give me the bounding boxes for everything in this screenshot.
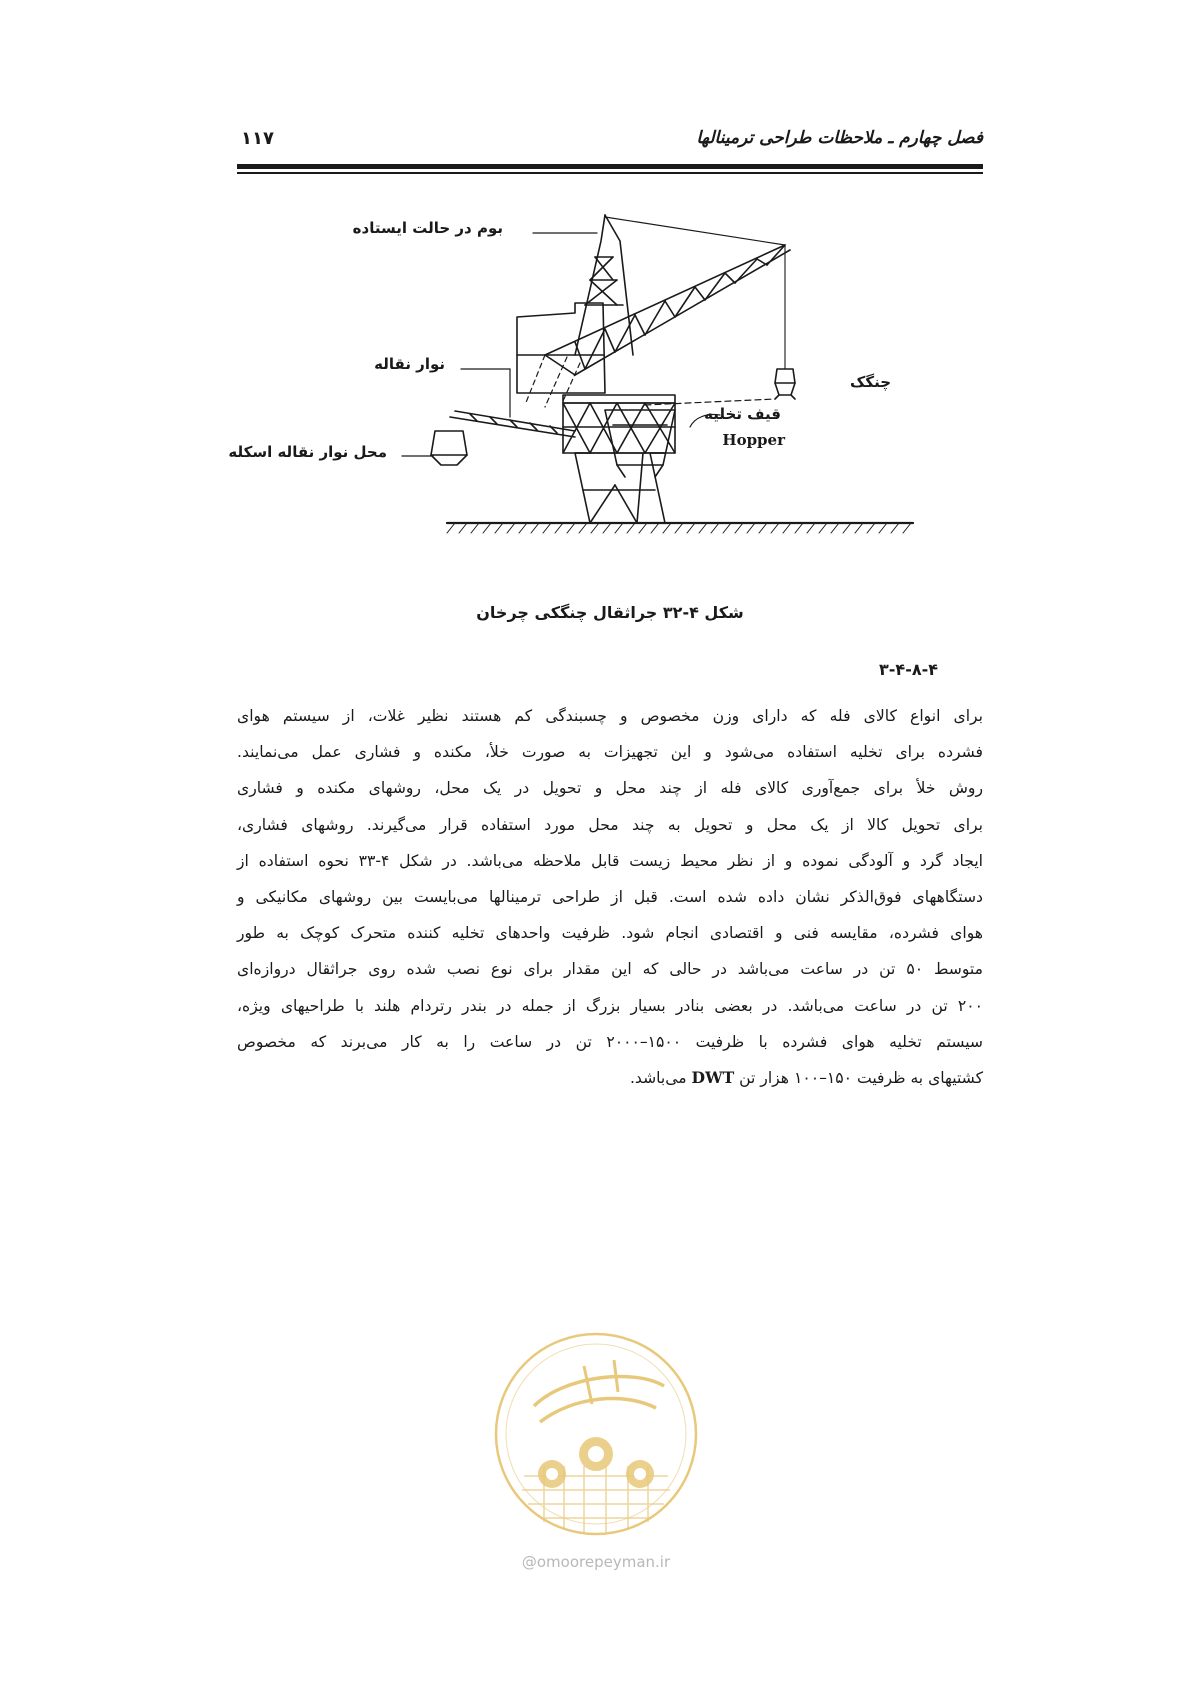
crane-drawing bbox=[245, 205, 985, 595]
paragraph-line: روش خلأ برای جمع‌آوری کالای فله از چند محل و تحویل در یک محل، روشهای مکنده و فشاری bbox=[237, 779, 983, 798]
page-number: ۱۱۷ bbox=[241, 128, 274, 149]
dwt-term: DWT bbox=[691, 1068, 735, 1088]
paragraph-line: برای تحویل کالا از یک محل و تحویل به چند محل مورد استفاده قرار می‌گیرند. روشهای فشاری، bbox=[237, 815, 983, 834]
label-grab: چنگک bbox=[849, 373, 891, 391]
paragraph-line: سیستم تخلیه هوای فشرده با ظرفیت ۱۵۰۰–۲۰۰۰ تن در ساعت را به کار می‌برند که مخصوص bbox=[237, 1032, 983, 1051]
crane-figure bbox=[228, 205, 985, 595]
paragraph-line: متوسط ۵۰ تن در ساعت می‌باشد در حالی که این مقدار برای نوع نصب شده روی جراثقال دروازه‌ای bbox=[237, 960, 983, 979]
header-rule-thick bbox=[237, 164, 983, 169]
label-hopper-fa: قیف تخلیه bbox=[704, 405, 781, 423]
paragraph-line: دستگاههای فوق‌الذکر نشان داده شده است. قبل از طراحی ترمینالها می‌بایست بین روشهای مکانیکی و bbox=[237, 888, 983, 907]
paragraph-line: هوای فشرده، مقایسه فنی و اقتصادی انجام شود. ظرفیت واحدهای تخلیه کننده متحرک کوچک به طور bbox=[237, 924, 983, 943]
paragraph-line: برای انواع کالای فله که دارای وزن مخصوص و چسبندگی کم هستند نظیر غلات، از سیستم هوای bbox=[237, 707, 983, 725]
label-boom-upright: بوم در حالت ایستاده bbox=[352, 219, 503, 237]
section-number: ۳-۴-۸-۴ bbox=[879, 660, 938, 679]
watermark-logo bbox=[494, 1326, 698, 1576]
figure-caption: شکل ۴-۳۲ جراثقال چنگکی چرخان bbox=[476, 603, 744, 622]
chapter-title: فصل چهارم ـ ملاحظات طراحی ترمینالها bbox=[696, 128, 983, 148]
body-paragraph bbox=[237, 698, 983, 1096]
last-line-text-b: می‌باشد. bbox=[629, 1069, 692, 1088]
paragraph-last-line bbox=[237, 1060, 983, 1096]
label-hopper-en: Hopper bbox=[722, 431, 785, 449]
label-jetty-conveyor: محل نوار نقاله اسکله bbox=[228, 443, 387, 461]
page-header bbox=[237, 128, 983, 158]
last-line-text-a: کشتیهای به ظرفیت ۱۵۰–۱۰۰ هزار تن bbox=[734, 1069, 983, 1088]
header-rule-thin bbox=[237, 172, 983, 174]
paragraph-line: ۲۰۰ تن در ساعت می‌باشد. در بعضی بنادر بسیار بزرگ از جمله در بندر رتردام هلند با طراحیهای ویژه، bbox=[237, 996, 983, 1015]
paragraph-line: فشرده برای تخلیه استفاده می‌شود و این تجهیزات به صورت خلأ، مکنده و فشاری عمل می‌نمایند. bbox=[237, 743, 983, 762]
label-conveyor-belt: نوار نقاله bbox=[374, 355, 445, 373]
paragraph-line: ایجاد گرد و آلودگی نموده و از نظر محیط زیست قابل ملاحظه می‌باشد. در شکل ۴-۳۳ نحوه استفاده از bbox=[237, 851, 983, 870]
watermark-url: @omoorepeyman.ir bbox=[521, 1553, 671, 1571]
